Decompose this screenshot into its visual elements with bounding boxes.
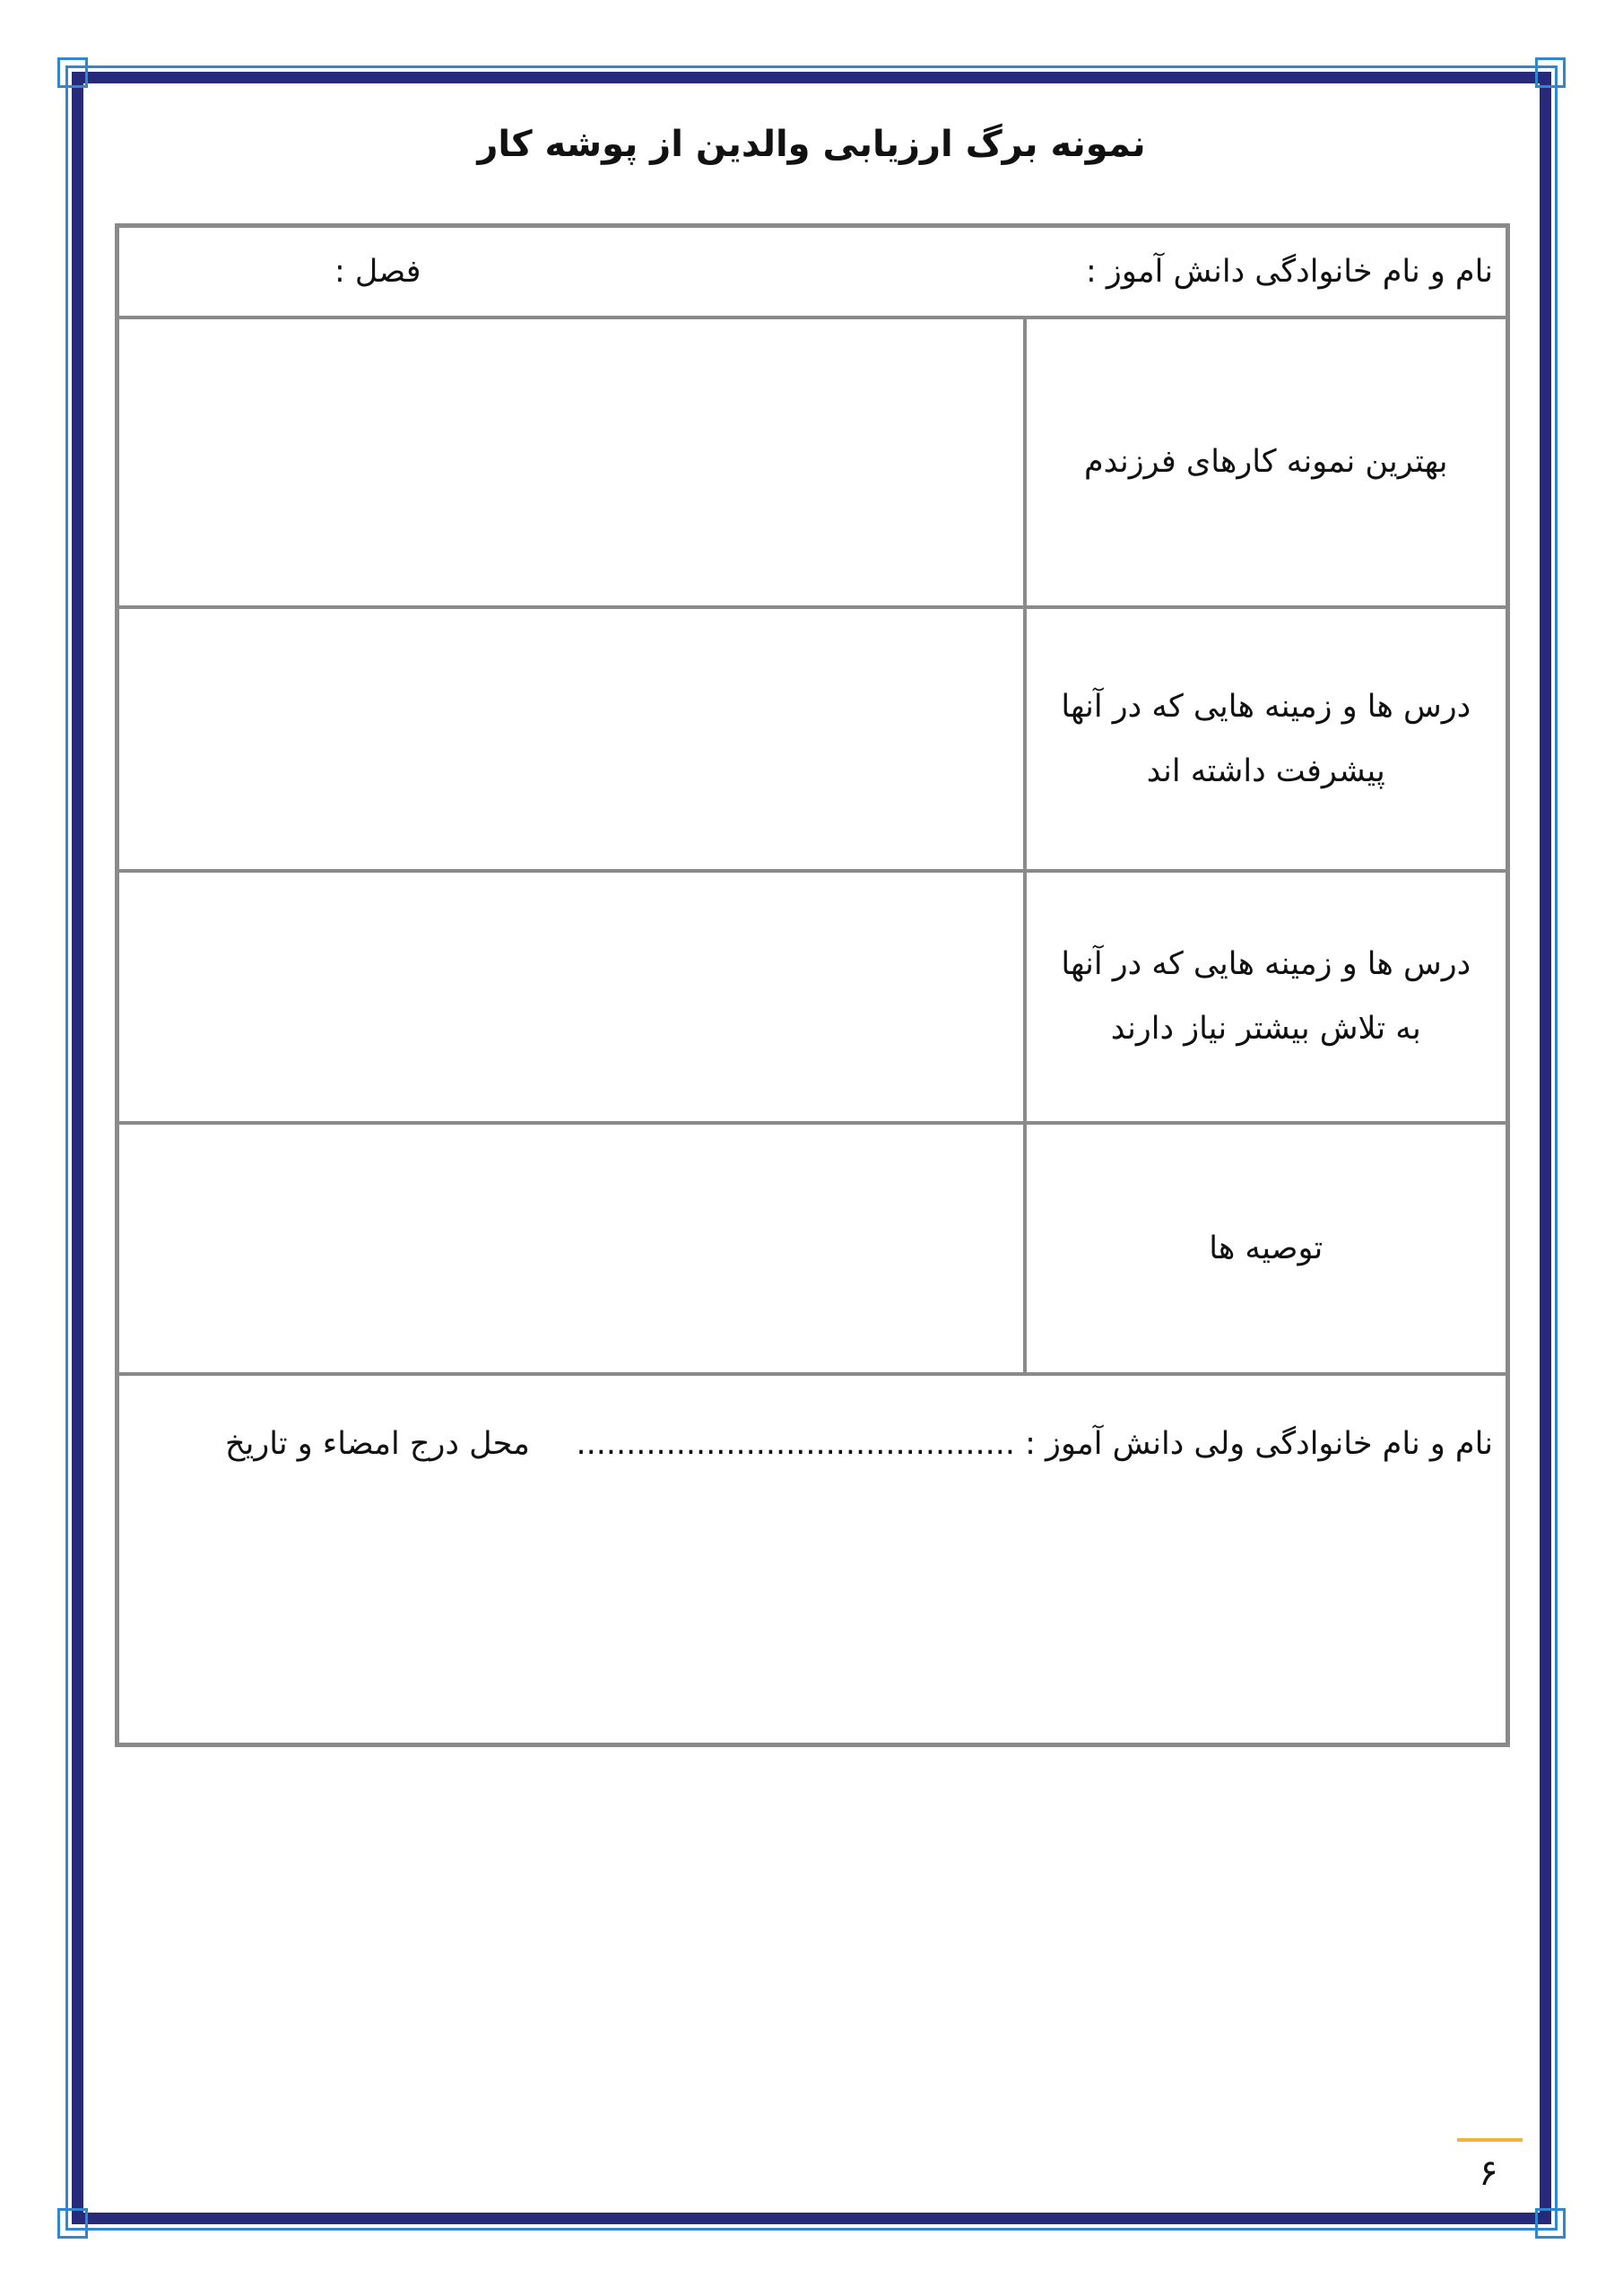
page-number: ۶ <box>1479 2152 1498 2194</box>
answer-cell[interactable] <box>117 1123 1025 1374</box>
border-corner-ornament <box>57 2208 88 2239</box>
page-title: نمونه برگ ارزیابی والدین از پوشه کار <box>477 124 1146 165</box>
row-label: بهترین نمونه کارهای فرزندم <box>1025 317 1508 607</box>
signature-row <box>117 1374 1508 1745</box>
border-corner-ornament <box>57 57 88 88</box>
answer-cell[interactable] <box>117 871 1025 1123</box>
row-label: درس ها و زمینه هایی که در آنها به تلاش بیشتر نیاز دارند <box>1025 871 1508 1123</box>
signature-label: محل درج امضاء و تاریخ <box>225 1425 530 1462</box>
season-label: فصل : <box>334 253 421 290</box>
header-row <box>117 226 1508 317</box>
answer-cell[interactable] <box>117 607 1025 871</box>
student-name-label: نام و نام خانوادگی دانش آموز : <box>1086 253 1493 290</box>
evaluation-form-table <box>115 223 1510 1747</box>
row-label: توصیه ها <box>1025 1123 1508 1374</box>
parent-name-label: نام و نام خانوادگی ولی دانش آموز : ............................................ <box>576 1425 1493 1462</box>
page-number-accent-line <box>1457 2138 1523 2142</box>
row-label: درس ها و زمینه هایی که در آنها پیشرفت داشته اند <box>1025 607 1508 871</box>
border-corner-ornament <box>1535 2208 1566 2239</box>
answer-cell[interactable] <box>117 317 1025 607</box>
border-corner-ornament <box>1535 57 1566 88</box>
